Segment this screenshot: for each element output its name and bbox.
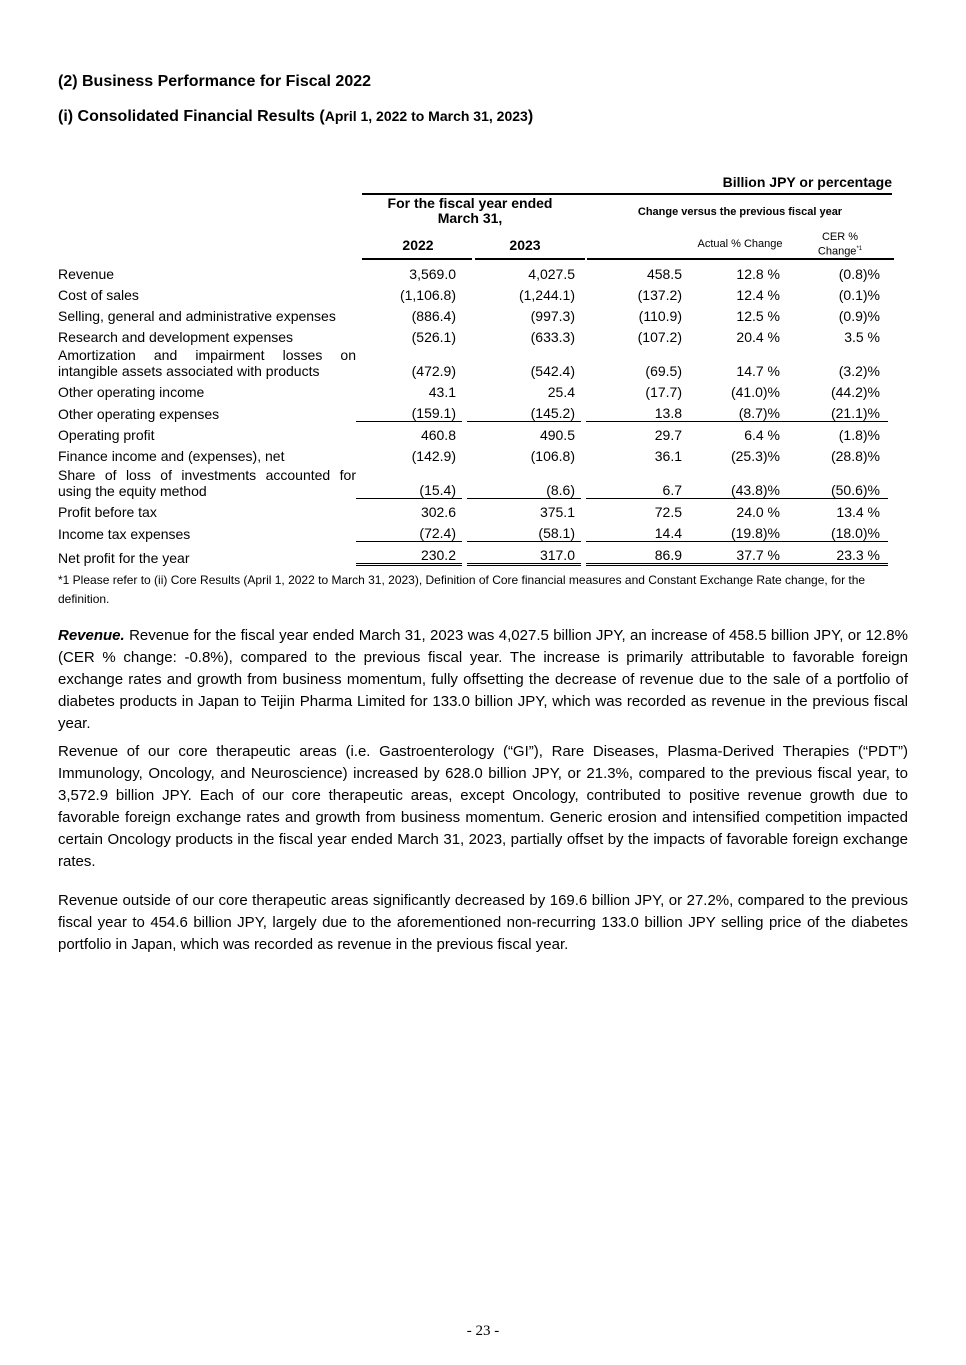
value-actual-pct: 20.4 %	[736, 329, 780, 345]
value-2022: (142.9)	[411, 448, 456, 464]
paragraph-lead: Revenue.	[58, 627, 125, 644]
value-cer-pct: (50.6)%	[786, 464, 888, 499]
paragraph-core-areas: Revenue of our core therapeutic areas (i.e. Gastroenterology (“GI”), Rare Diseases, Plasma-Derived Therapies (“PDT”) Immunology, Oncology, and Neuroscience) increased by 628.0 billion JPY, or 21.3%, compared to the previous fiscal year, to 3,572.9 billion JPY. Each of our core therapeutic areas, except Oncology, contributed to positive revenue growth due to favorable foreign exchange rates and growth from business momentum. Generic erosion and intensified competition impacted certain Oncology products in the fiscal year ended March 31, 2023, partially offset by the impacts of favorable foreign exchange rates.	[58, 743, 908, 870]
value-cer-pct: (44.2)%	[830, 384, 880, 400]
col-2022: 2022	[402, 237, 434, 253]
value-actual-pct: 24.0 %	[736, 504, 780, 520]
value-2023: (106.8)	[530, 448, 575, 464]
row-label: Income tax expenses	[58, 526, 191, 542]
table-row	[58, 303, 888, 324]
subsection-heading	[58, 108, 533, 126]
value-2022: 302.6	[420, 504, 456, 520]
value-2022: 43.1	[428, 384, 456, 400]
subheading-close: )	[527, 108, 534, 125]
value-change: 29.7	[654, 427, 682, 443]
table-row	[58, 324, 888, 345]
value-actual-pct: 14.7 %	[736, 363, 780, 379]
value-cer-pct: 3.5 %	[844, 329, 880, 345]
row-label: Other operating expenses	[58, 406, 220, 422]
value-2022: 460.8	[420, 427, 456, 443]
value-2023: (997.3)	[530, 308, 575, 324]
header-rule	[587, 258, 894, 260]
value-2022: (72.4)	[356, 520, 462, 542]
value-cer-pct: (1.8)%	[838, 427, 880, 443]
value-2023: 4,027.5	[528, 266, 575, 282]
row-label: Finance income and (expenses), net	[58, 448, 285, 464]
table-row	[58, 520, 888, 542]
row-label: Other operating income	[58, 384, 205, 400]
table-row	[58, 443, 888, 464]
row-label: Cost of sales	[58, 287, 139, 303]
cer-label: CER % Change	[817, 231, 859, 258]
value-actual-pct: (41.0)%	[730, 384, 780, 400]
row-label: Net profit for the year	[58, 550, 190, 566]
value-actual-pct: (8.7)%	[688, 400, 786, 422]
value-change: 36.1	[654, 448, 682, 464]
value-2022: (15.4)	[356, 464, 462, 499]
value-2023: (1,244.1)	[518, 287, 575, 303]
table-row	[58, 464, 888, 499]
change-header: Change versus the previous fiscal year	[637, 206, 843, 218]
value-actual-pct: (25.3)%	[730, 448, 780, 464]
footnote: *1 Please refer to (ii) Core Results (April 1, 2022 to March 31, 2023), Definition of Core financial measures and Constant Exchange Rate change, for the definition.	[58, 573, 866, 606]
value-2022: 230.2	[356, 542, 462, 566]
page-number: - 23 -	[466, 1323, 500, 1339]
row-label: Research and development expenses	[58, 329, 294, 345]
financial-results-table	[58, 261, 888, 566]
value-cer-pct: (21.1)%	[786, 400, 888, 422]
row-label: Revenue	[58, 266, 115, 282]
value-2023: (145.2)	[467, 400, 581, 422]
paragraph-non-core: Revenue outside of our core therapeutic areas significantly decreased by 169.6 billion JPY, or 27.2%, compared to the previous fiscal year to 454.6 billion JPY, largely due to the aforementioned non-recurring 133.0 billion JPY selling price of the diabetes portfolio in Japan, which was recorded as revenue in the previous fiscal year.	[58, 892, 908, 953]
value-change: (137.2)	[637, 287, 682, 303]
paragraph-revenue	[58, 625, 908, 735]
value-2023: (8.6)	[467, 464, 581, 499]
value-change: (107.2)	[637, 329, 682, 345]
value-2022: (1,106.8)	[399, 287, 456, 303]
value-2023: (633.3)	[530, 329, 575, 345]
value-2022: (159.1)	[356, 400, 462, 422]
value-actual-pct: 37.7 %	[688, 542, 786, 566]
value-2022: 3,569.0	[409, 266, 456, 282]
row-label: Share of loss of investments accounted for using the equity method	[58, 467, 356, 499]
value-cer-pct: (18.0)%	[786, 520, 888, 542]
value-cer-pct: (0.8)%	[838, 266, 880, 282]
subheading-dates: April 1, 2022 to March 31, 2023	[324, 108, 528, 124]
row-label: Operating profit	[58, 427, 155, 443]
value-actual-pct: 12.4 %	[736, 287, 780, 303]
section-heading: (2) Business Performance for Fiscal 2022	[58, 73, 372, 90]
table-row	[58, 261, 888, 282]
table-row	[58, 542, 888, 566]
table-row	[58, 400, 888, 422]
value-2023: 375.1	[539, 504, 575, 520]
row-label: Amortization and impairment losses on intangible assets associated with products	[58, 347, 356, 379]
header-rule	[362, 258, 472, 260]
table-unit: Billion JPY or percentage	[722, 174, 892, 190]
paragraph-text: Revenue for the fiscal year ended March 31, 2023 was 4,027.5 billion JPY, an increase of 458.5 billion JPY, or 12.8% (CER % change: -0.8%), compared to the previous fiscal year. The increase is primarily attributable to favorable foreign exchange rates and growth from business momentum, fully offsetting the decrease of revenue due to the sale of a portfolio of diabetes products in Japan to Teijin Pharma Limited for 133.0 billion JPY, which was recorded as revenue in the previous fiscal year.	[58, 627, 908, 732]
value-cer-pct: (0.9)%	[838, 308, 880, 324]
row-label: Selling, general and administrative expenses	[58, 308, 336, 324]
value-change: 86.9	[586, 542, 688, 566]
table-row	[58, 282, 888, 303]
value-change: 6.7	[586, 464, 688, 499]
table-row	[58, 379, 888, 400]
table-row	[58, 499, 888, 520]
col-cer-change	[805, 231, 875, 258]
value-2023: 25.4	[547, 384, 575, 400]
header-rule	[475, 258, 585, 260]
value-change: 13.8	[586, 400, 688, 422]
value-cer-pct: (3.2)%	[838, 363, 880, 379]
col-2023: 2023	[509, 237, 541, 253]
value-cer-pct: (28.8)%	[830, 448, 880, 464]
value-change: (17.7)	[645, 384, 682, 400]
value-cer-pct: (0.1)%	[838, 287, 880, 303]
value-2023: (58.1)	[467, 520, 581, 542]
subheading-text: (i) Consolidated Financial Results (	[58, 108, 325, 125]
value-cer-pct: 23.3 %	[786, 542, 888, 566]
col-actual-change: Actual % Change	[697, 238, 783, 250]
value-actual-pct: 12.5 %	[736, 308, 780, 324]
value-change: 14.4	[586, 520, 688, 542]
value-change: (69.5)	[645, 363, 682, 379]
value-change: (110.9)	[638, 308, 682, 324]
value-change: 458.5	[646, 266, 682, 282]
value-2022: (526.1)	[411, 329, 456, 345]
value-actual-pct: (19.8)%	[688, 520, 786, 542]
value-2022: (472.9)	[411, 363, 456, 379]
value-cer-pct: 13.4 %	[836, 504, 880, 520]
cer-note: *1	[856, 246, 863, 252]
value-2022: (886.4)	[411, 308, 456, 324]
value-actual-pct: 6.4 %	[744, 427, 780, 443]
row-label: Profit before tax	[58, 504, 157, 520]
value-2023: 490.5	[539, 427, 575, 443]
value-2023: (542.4)	[530, 363, 575, 379]
table-row	[58, 345, 888, 379]
value-actual-pct: (43.8)%	[688, 464, 786, 499]
fy-header: For the fiscal year ended March 31,	[387, 195, 553, 226]
value-actual-pct: 12.8 %	[736, 266, 780, 282]
value-change: 72.5	[654, 504, 682, 520]
table-row	[58, 422, 888, 443]
value-2023: 317.0	[467, 542, 581, 566]
